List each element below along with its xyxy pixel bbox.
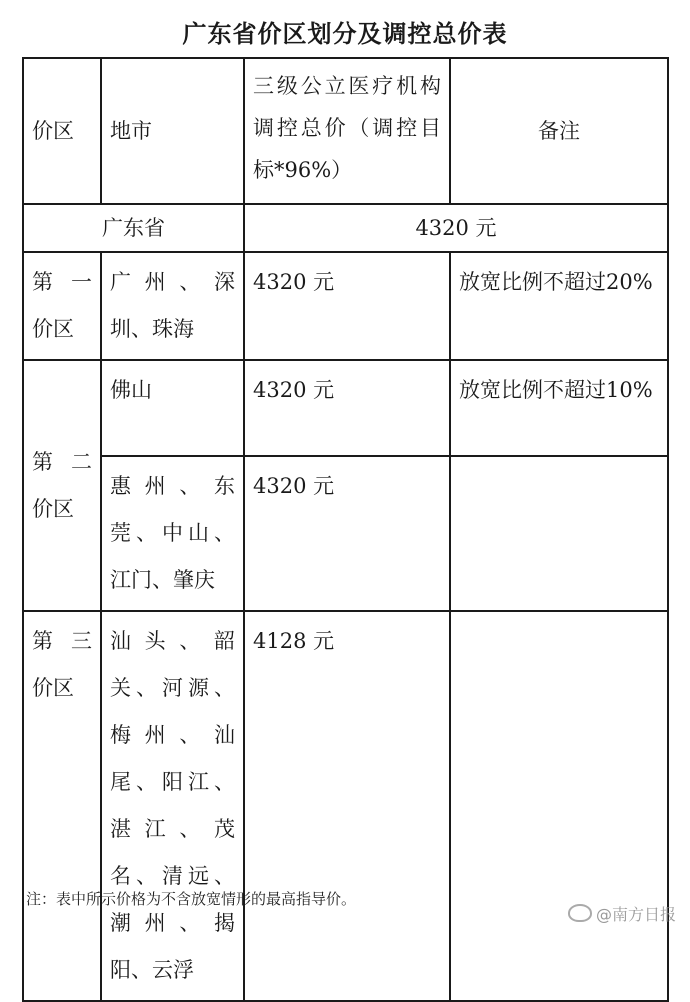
header-zone: 价区	[23, 58, 101, 204]
header-row	[23, 58, 668, 204]
zone3-price: 4128 元	[244, 611, 450, 1001]
weibo-icon	[568, 904, 592, 922]
header-price: 三级公立医疗机构调控总价（调控目标*96%）	[244, 58, 450, 204]
watermark	[568, 902, 676, 925]
province-name: 广东省	[23, 204, 244, 252]
watermark-text: @南方日报	[595, 905, 676, 924]
header-city: 地市	[101, 58, 244, 204]
province-price: 4320 元	[244, 204, 668, 252]
price-zone-table	[22, 57, 669, 1002]
zone3-cities: 汕头、韶关、河源、梅州、汕尾、阳江、湛江、茂名、清远、潮州、揭阳、云浮	[101, 611, 244, 1001]
zone2-row-1	[23, 360, 668, 456]
zone1-cities: 广州、深圳、珠海	[101, 252, 244, 360]
zone2-row-2	[23, 456, 668, 611]
province-row	[23, 204, 668, 252]
zone2-price-2: 4320 元	[244, 456, 450, 611]
zone2-remark-1: 放宽比例不超过10%	[450, 360, 668, 456]
zone2-cities-1: 佛山	[101, 360, 244, 456]
zone2-cities-2: 惠州、东莞、中山、江门、肇庆	[101, 456, 244, 611]
zone3-remark	[450, 611, 668, 1001]
zone1-remark: 放宽比例不超过20%	[450, 252, 668, 360]
table-title: 广东省价区划分及调控总价表	[182, 20, 508, 48]
zone1-row	[23, 252, 668, 360]
zone1-name: 第一价区	[23, 252, 101, 360]
zone2-price-1: 4320 元	[244, 360, 450, 456]
zone2-remark-2	[450, 456, 668, 611]
zone3-row	[23, 611, 668, 1001]
zone2-name: 第二价区	[23, 360, 101, 611]
zone3-name: 第 三 价区	[23, 611, 101, 1001]
zone1-price: 4320 元	[244, 252, 450, 360]
header-remark: 备注	[450, 58, 668, 204]
footnote: 注：表中所示价格为不含放宽情形的最高指导价。	[26, 890, 357, 908]
